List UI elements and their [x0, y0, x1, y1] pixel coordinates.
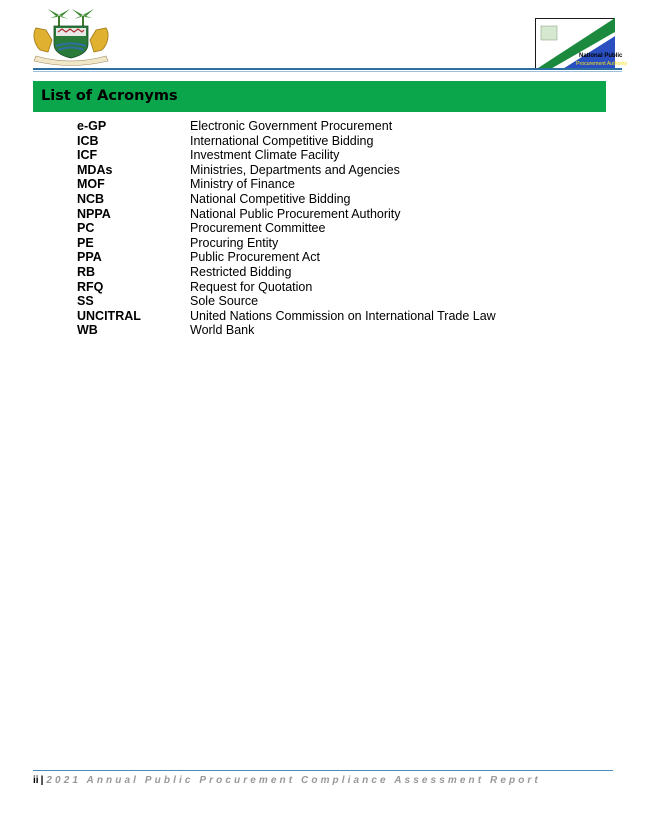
- acronym-definition: Ministries, Departments and Agencies: [190, 162, 400, 177]
- acronym-row: [77, 265, 597, 280]
- acronym-abbr: PE: [77, 235, 94, 250]
- footer-divider: [33, 770, 613, 771]
- acronym-row: [77, 148, 597, 163]
- header-divider-secondary: [33, 71, 622, 72]
- acronym-row: [77, 236, 597, 251]
- acronym-row: [77, 192, 597, 207]
- acronym-definition: Restricted Bidding: [190, 264, 292, 279]
- page-footer: [33, 775, 541, 786]
- acronym-definition: Request for Quotation: [190, 279, 313, 294]
- header-divider: [33, 68, 622, 70]
- acronym-definition: Investment Climate Facility: [190, 148, 340, 163]
- acronym-row: [77, 177, 597, 192]
- acronym-row: [77, 221, 597, 236]
- acronym-row: [77, 294, 597, 309]
- nppa-logo-text-line1: National Public: [579, 53, 623, 59]
- acronym-definition: United Nations Commission on International Trade Law: [190, 308, 496, 323]
- acronym-list: [77, 119, 597, 338]
- acronym-abbr: RB: [77, 264, 96, 279]
- coat-of-arms-logo: [26, 6, 116, 66]
- acronym-abbr: UNCITRAL: [77, 308, 141, 323]
- acronym-row: [77, 119, 597, 134]
- acronym-abbr: RFQ: [77, 279, 104, 294]
- nppa-logo-text-line2: Procurement Authority: [576, 61, 628, 67]
- acronym-definition: Procurement Committee: [190, 221, 326, 236]
- acronym-abbr: MOF: [77, 177, 105, 192]
- acronym-row: [77, 207, 597, 222]
- acronym-definition: Sole Source: [190, 294, 259, 309]
- acronym-row: [77, 250, 597, 265]
- footer-report-title: 2021 Annual Public Procurement Compliance Assessment Report: [46, 775, 541, 786]
- acronym-abbr: MDAs: [77, 162, 113, 177]
- acronym-abbr: SS: [77, 294, 94, 309]
- acronym-abbr: e-GP: [77, 119, 107, 133]
- acronym-row: [77, 163, 597, 178]
- acronym-abbr: PPA: [77, 250, 102, 265]
- acronym-abbr: PC: [77, 221, 95, 236]
- footer-separator: |: [40, 775, 44, 786]
- acronym-row: [77, 323, 597, 338]
- acronym-definition: Public Procurement Act: [190, 250, 320, 265]
- acronym-abbr: NCB: [77, 191, 105, 206]
- section-title: List of Acronyms: [41, 88, 178, 104]
- acronym-definition: Ministry of Finance: [190, 177, 295, 192]
- page-number: ii: [33, 775, 39, 786]
- acronym-row: [77, 134, 597, 149]
- acronym-abbr: WB: [77, 323, 98, 338]
- acronym-abbr: NPPA: [77, 206, 111, 221]
- acronym-row: [77, 309, 597, 324]
- acronym-row: [77, 280, 597, 295]
- section-header-bar: [33, 81, 606, 112]
- acronym-abbr: ICB: [77, 133, 99, 148]
- acronym-definition: World Bank: [190, 323, 255, 338]
- acronym-definition: National Public Procurement Authority: [190, 206, 401, 221]
- acronym-definition: Procuring Entity: [190, 235, 279, 250]
- acronym-definition: National Competitive Bidding: [190, 191, 351, 206]
- acronym-abbr: ICF: [77, 148, 98, 163]
- nppa-logo: [535, 18, 628, 70]
- acronym-definition: Electronic Government Procurement: [190, 119, 393, 133]
- acronym-definition: International Competitive Bidding: [190, 133, 374, 148]
